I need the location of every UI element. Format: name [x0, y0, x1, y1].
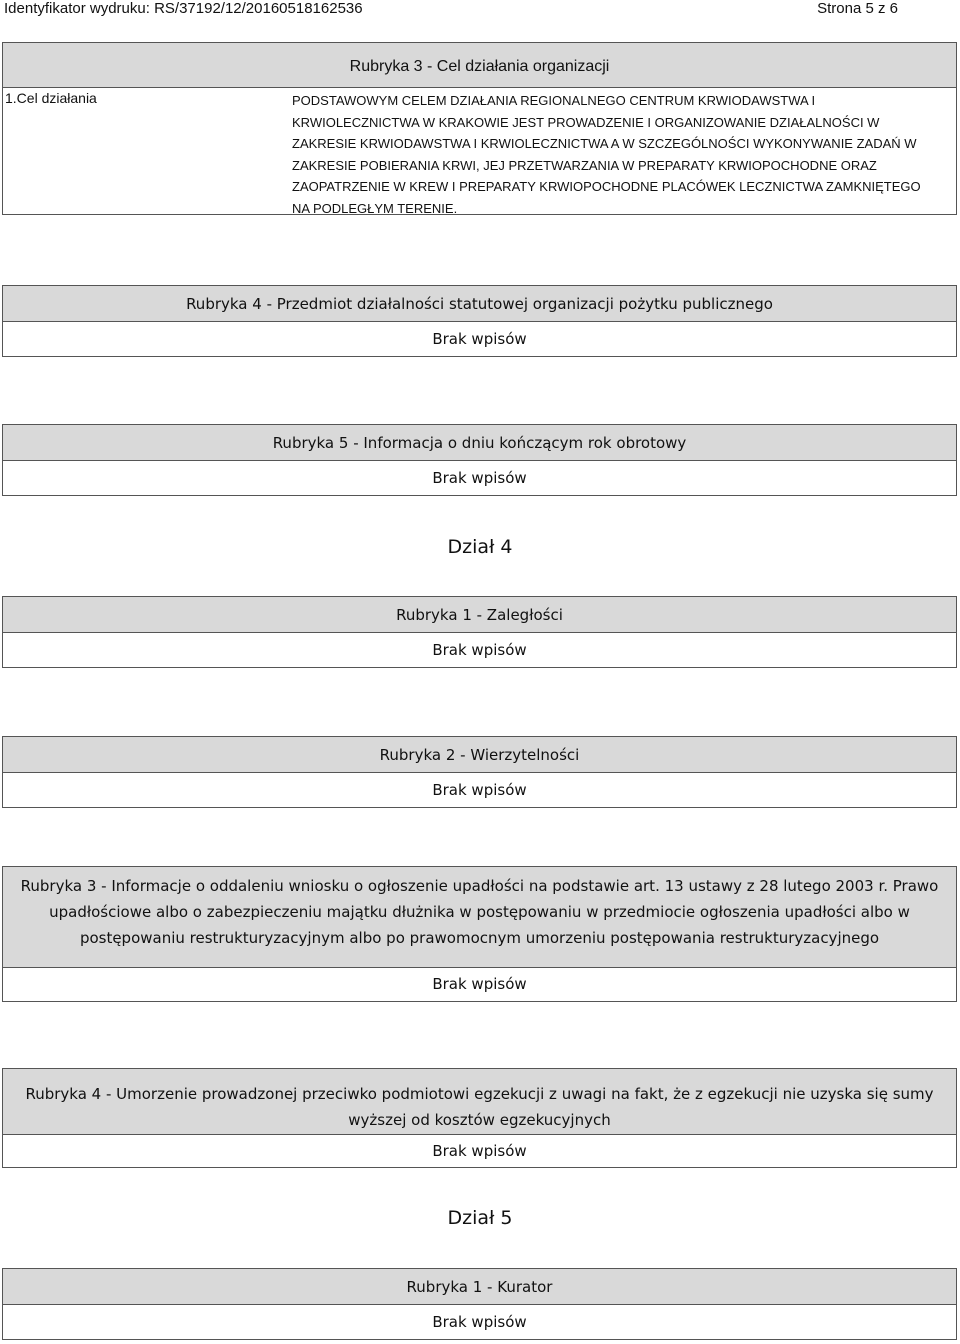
section-title: Rubryka 3 - Informacje o oddaleniu wniosku o ogłoszenie upadłości na podstawie art. 13 ustawy z 28 lutego 2003 r. Prawo upadłościowe albo o zabezpieczeniu majątku dłużnika w postępowaniu w przedmiocie ogłoszenia upadłości albo w postępowaniu restrukturyzacyjnym albo po prawomocnym umorzeniu postępowania restrukturyzacyjnego: [3, 867, 956, 968]
section-title: Rubryka 1 - Zaległości: [3, 597, 956, 633]
field-value: PODSTAWOWYM CELEM DZIAŁANIA REGIONALNEGO CENTRUM KRWIODAWSTWA I KRWIOLECZNICTWA W KRAKOWIE JEST PROWADZENIE I ORGANIZOWANIE DZIAŁALNOŚCI W ZAKRESIE KRWIODAWSTWA I KRWIOLECZNICTWA A W SZCZEGÓLNOŚCI WYKONYWANIE ZADAŃ W ZAKRESIE POBIERANIA KRWI, JEJ PRZETWARZANIA W PREPARATY KRWIOPOCHODNE ORAZ ZAOPATRZENIE W KREW I PREPARATY KRWIOPOCHODNE PLACÓWEK LECZNICTWA ZAMKNIĘTEGO NA PODLEGŁYM TERENIE.: [292, 93, 921, 216]
dzial-5-rubryka-1-kurator: [2, 1268, 957, 1340]
section-title: Rubryka 2 - Wierzytelności: [3, 737, 956, 773]
rubryka-3-cel-dzialania: [2, 42, 957, 215]
field-label: 1.Cel działania: [5, 90, 97, 106]
print-identifier: Identyfikator wydruku: RS/37192/12/20160518162536: [4, 0, 363, 17]
section-value: Brak wpisów: [432, 975, 527, 993]
section-title: Rubryka 5 - Informacja o dniu kończącym rok obrotowy: [3, 425, 956, 461]
section-value: Brak wpisów: [432, 469, 527, 487]
section-value: Brak wpisów: [432, 330, 527, 348]
rubryka-5-rok-obrotowy: [2, 424, 957, 496]
dzial-4-rubryka-4-umorzenie-egzekucji: [2, 1068, 957, 1168]
dzial-4-rubryka-3-upadlosc: [2, 866, 957, 1002]
section-value: Brak wpisów: [432, 1142, 527, 1160]
section-title: Rubryka 1 - Kurator: [3, 1269, 956, 1305]
dzial-5-heading: Dział 5: [447, 1207, 513, 1229]
dzial-4-rubryka-2-wierzytelnosci: [2, 736, 957, 808]
rubryka-4-przedmiot-dzialalnosci: [2, 285, 957, 357]
section-title: Rubryka 4 - Umorzenie prowadzonej przeciwko podmiotowi egzekucji z uwagi na fakt, że z egzekucji nie uzyska się sumy wyższej od kosztów egzekucyjnych: [3, 1069, 956, 1135]
print-header: [0, 0, 960, 20]
dzial-4-heading: Dział 4: [447, 536, 513, 558]
dzial-4-rubryka-1-zaleglosci: [2, 596, 957, 668]
field-row: [3, 88, 956, 214]
section-value: Brak wpisów: [432, 781, 527, 799]
section-title: Rubryka 4 - Przedmiot działalności statutowej organizacji pożytku publicznego: [3, 286, 956, 322]
page-number: Strona 5 z 6: [817, 0, 898, 17]
section-value: Brak wpisów: [432, 1313, 527, 1331]
section-value: Brak wpisów: [432, 641, 527, 659]
section-title: Rubryka 3 - Cel działania organizacji: [3, 43, 956, 88]
